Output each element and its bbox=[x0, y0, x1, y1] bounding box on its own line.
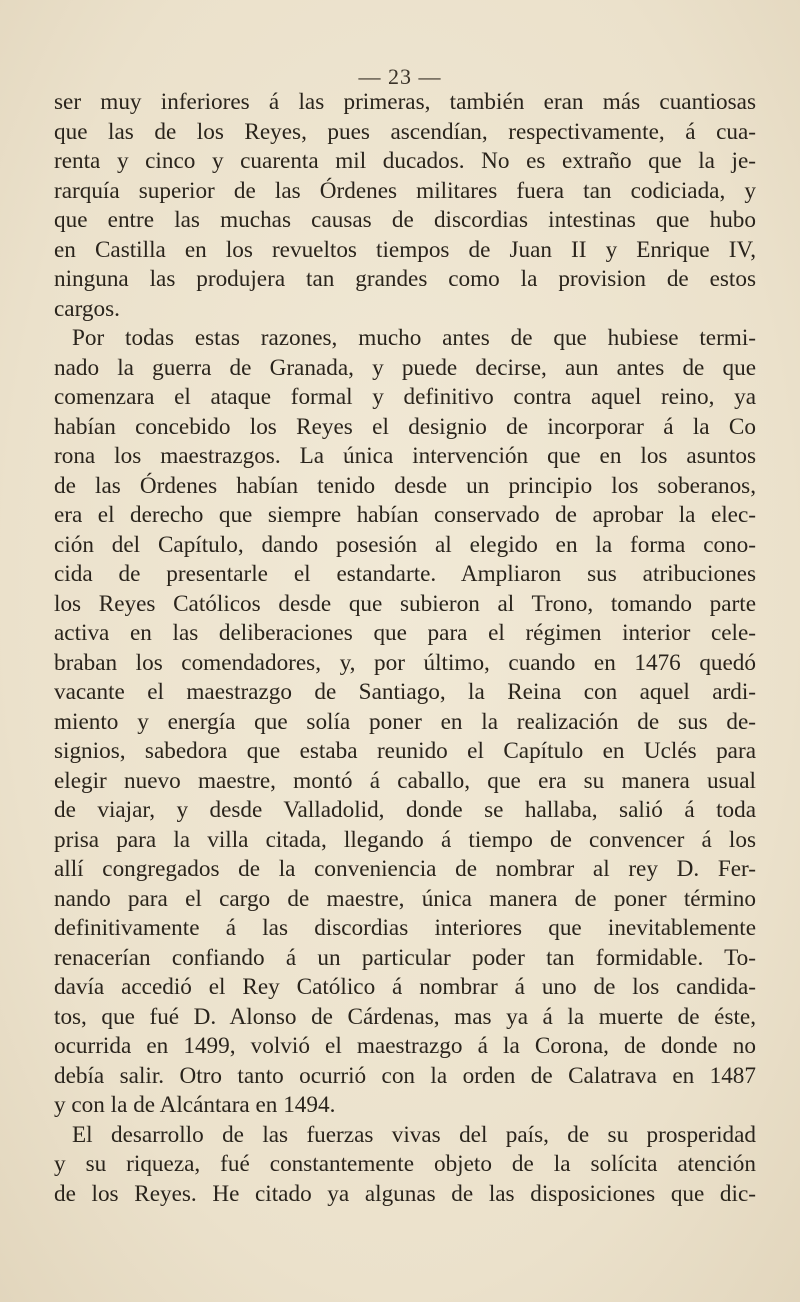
text-line: ser muy inferiores á las primeras, también eran más cuantiosas bbox=[54, 89, 756, 115]
text-line: vacante el maestrazgo de Santiago, la Reina con aquel ardi- bbox=[54, 679, 756, 705]
text-line: de los Reyes. He citado ya algunas de las disposiciones que dic- bbox=[54, 1180, 756, 1207]
text-line: rarquía superior de las Órdenes militares fuera tan codiciada, y bbox=[54, 177, 756, 204]
text-line: activa en las deliberaciones que para el régimen interior cele- bbox=[54, 620, 756, 646]
text-line: en Castilla en los revueltos tiempos de Juan II y Enrique IV, bbox=[54, 236, 756, 263]
text-line: braban los comendadores, y, por último, cuando en 1476 quedó bbox=[54, 649, 756, 676]
text-line: habían concebido los Reyes el designio de incorporar á la Co bbox=[54, 413, 756, 440]
text-line: ocurrida en 1499, volvió el maestrazgo á la Corona, de donde no bbox=[54, 1033, 756, 1059]
text-line: los Reyes Católicos desde que subieron al Trono, tomando parte bbox=[54, 590, 756, 617]
text-line: tos, que fué D. Alonso de Cárdenas, mas ya á la muerte de éste, bbox=[54, 1003, 756, 1030]
body-text bbox=[54, 88, 756, 1209]
text-line: El desarrollo de las fuerzas vivas del país, de su prosperidad bbox=[72, 1121, 756, 1148]
text-line: Por todas estas razones, mucho antes de que hubiese termi- bbox=[72, 325, 756, 351]
text-line: nado la guerra de Granada, y puede decirse, aun antes de que bbox=[54, 354, 756, 381]
text-line: y con la de Alcántara en 1494. bbox=[54, 1092, 336, 1118]
text-line: miento y energía que solía poner en la realización de sus de- bbox=[54, 708, 756, 735]
text-line: que entre las muchas causas de discordias intestinas que hubo bbox=[54, 207, 756, 233]
text-line: ción del Capítulo, dando posesión al elegido en la forma cono- bbox=[54, 531, 756, 558]
text-line: definitivamente á las discordias interiores que inevitablemente bbox=[54, 915, 756, 941]
text-line: nando para el cargo de maestre, única manera de poner término bbox=[54, 885, 756, 912]
text-line: comenzara el ataque formal y definitivo contra aquel reino, ya bbox=[54, 384, 756, 410]
text-line: cargos. bbox=[54, 295, 120, 322]
page-number: — 23 — bbox=[358, 64, 442, 89]
text-line: renacerían confiando á un particular poder tan formidable. To- bbox=[54, 944, 756, 971]
text-line: cida de presentarle el estandarte. Ampliaron sus atribuciones bbox=[54, 561, 756, 587]
text-line: davía accedió el Rey Católico á nombrar á uno de los candida- bbox=[54, 974, 756, 1000]
text-line: era el derecho que siempre habían conservado de aprobar la elec- bbox=[54, 502, 756, 528]
text-line: rona los maestrazgos. La única intervención que en los asuntos bbox=[54, 443, 756, 469]
text-line: que las de los Reyes, pues ascendían, respectivamente, á cua- bbox=[54, 118, 756, 145]
text-line: signios, sabedora que estaba reunido el Capítulo en Uclés para bbox=[54, 738, 756, 764]
text-line: debía salir. Otro tanto ocurrió con la orden de Calatrava en 1487 bbox=[54, 1062, 756, 1089]
text-line: prisa para la villa citada, llegando á tiempo de convencer á los bbox=[54, 826, 756, 853]
text-line: elegir nuevo maestre, montó á caballo, que era su manera usual bbox=[54, 767, 756, 794]
text-line: de las Órdenes habían tenido desde un principio los soberanos, bbox=[54, 472, 756, 499]
text-line: allí congregados de la conveniencia de nombrar al rey D. Fer- bbox=[54, 856, 756, 882]
text-line: de viajar, y desde Valladolid, donde se hallaba, salió á toda bbox=[54, 797, 756, 823]
text-line: ninguna las produjera tan grandes como la provision de estos bbox=[54, 266, 756, 292]
text-line: renta y cinco y cuarenta mil ducados. No es extraño que la je- bbox=[54, 148, 756, 174]
text-line: y su riqueza, fué constantemente objeto de la solícita atención bbox=[54, 1151, 756, 1177]
